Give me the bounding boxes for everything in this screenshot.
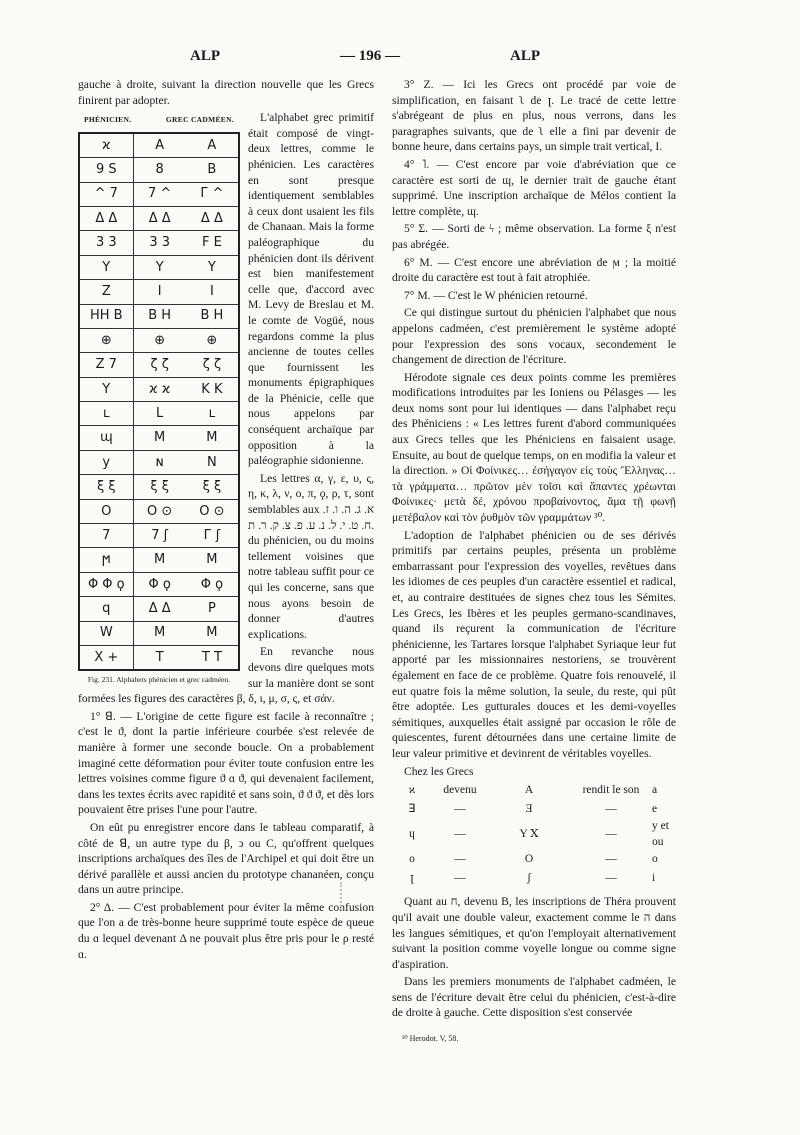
cadmean-glyph-b: Δ Δ — [186, 206, 239, 230]
vowel-from: ꞁ — [410, 872, 414, 885]
figure-column-heads — [78, 112, 240, 132]
vowel-mid: — — [454, 872, 466, 885]
right-p5: 7° M. — C'est le W phénicien retourné. — [404, 288, 588, 302]
alphabet-row — [79, 572, 239, 596]
cadmean-glyph-a: 7 ʃ — [133, 524, 186, 548]
phenician-glyph: ^ 7 — [79, 182, 133, 206]
header-right: ALP — [510, 48, 540, 64]
vowel-row — [392, 800, 682, 819]
cadmean-glyph-b: Φ ϙ — [186, 572, 239, 596]
right-p6: Ce qui distingue surtout du phénicien l'alphabet que nous appelons cadméen, c'est premièrement le système adopté pour l'expression des sons vocaux, secondement le changement de direction de l'écriture. — [392, 306, 676, 367]
cadmean-glyph-a: 8 — [133, 158, 186, 182]
phenician-glyph: 7 — [79, 524, 133, 548]
cadmean-glyph-a: ξ ξ — [133, 475, 186, 499]
alphabet-row — [79, 450, 239, 474]
alphabet-row — [79, 255, 239, 279]
alphabet-row — [79, 158, 239, 182]
vowel-mid: — — [454, 827, 466, 840]
vowel-sound: e — [652, 802, 658, 815]
phenician-glyph: W — [79, 621, 133, 645]
cadmean-glyph-b: ζ ζ — [186, 353, 239, 377]
phenician-glyph: ΗΗ Β — [79, 304, 133, 328]
alphabet-row — [79, 524, 239, 548]
alphabet-row — [79, 182, 239, 206]
vowel-row — [392, 781, 682, 800]
alphabet-row — [79, 133, 239, 158]
vowel-row — [392, 869, 682, 888]
vowel-mid: — — [454, 853, 466, 866]
phenician-glyph: ϻ — [79, 548, 133, 572]
vowel-dash: — — [605, 872, 617, 885]
vowel-to: A — [524, 783, 534, 796]
phenician-glyph: Δ Δ — [79, 206, 133, 230]
cadmean-glyph-a: Δ Δ — [133, 206, 186, 230]
alphabet-row — [79, 475, 239, 499]
cadmean-glyph-a: M — [133, 548, 186, 572]
cadmean-glyph-b: Y — [186, 255, 239, 279]
header-left: ALP — [190, 48, 220, 64]
cadmean-glyph-b: T T — [186, 645, 239, 670]
right-column — [392, 77, 676, 1047]
left-p5: 1° ꓭ. — L'origine de cette figure est facile à reconnaître ; c'est le ϑ, dont la partie inférieure courbée s'est relevée de manière à former une seconde boucle. On a probablement imaginé cette déformation pour éviter toute confusion entre les lettres voisines comme figure ϑ ɑ ϑ, qui devenaient facilement, dans les textes écrits avec rapidité et sans soin, ϑ ϑ ϑ, et dès lors pouvaient être prises l'une pour l'autre. — [78, 709, 374, 817]
cadmean-glyph-a: ⊕ — [133, 328, 186, 352]
phenician-glyph: ʟ — [79, 402, 133, 426]
phenician-glyph: 3 3 — [79, 231, 133, 255]
cadmean-glyph-b: Г ʃ — [186, 524, 239, 548]
cadmean-glyph-b: F E — [186, 231, 239, 255]
phenician-glyph: y — [79, 450, 133, 474]
vowel-to: Y Ⅹ — [519, 827, 539, 840]
left-p1: gauche à droite, suivant la direction nouvelle que les Grecs finirent par adopter. — [78, 78, 374, 107]
alphabet-row — [79, 499, 239, 523]
right-p1: 3° Z. — Ici les Grecs ont procédé par voie de simplification, en faisant ʅ de ꞁ. Le tracé de cette lettre s'abrégeant de plus en plus, nous verrons, dans les paragraphes suivants, que de ʅ elle a fini par devenir de bonne heure, dans certains pays, un simple trait vertical, I. — [392, 78, 676, 154]
vowel-dash: rendit le son — [582, 783, 640, 796]
right-p11: Dans les premiers monuments de l'alphabet cadméen, le sens de l'écriture devait être celui du phénicien, c'est-à-dire de droite à gauche. Cette disposition s'est conservée — [392, 975, 676, 1020]
figure-caption: Fig. 231. Alphabets phénicien et grec cadméen. — [87, 675, 231, 685]
cadmean-glyph-a: Φ ϙ — [133, 572, 186, 596]
vowel-from: o — [409, 853, 415, 866]
col-phenician-head: PHÉNICIEN. — [84, 115, 132, 125]
vowel-from: ꓱ — [408, 802, 416, 815]
left-p2: L'alphabet grec primitif était composé de vingt-deux lettres, comme le phénicien. Les caractères en sont presque identiquement semblables à ceux dont usaient les fils de Chanaan. Mais la forme paléographique du phénicien dont ils dérivent est bien manifestement celle que, d'accord avec M. Levy de Breslau et M. le comte de Vogüé, nous regardons comme la plus ancienne de toutes celles que fournissent les monuments épigraphiques de la Phénicie, celle que nous appelons par conséquent archaïque par opposition à la paléographie sidonienne. — [248, 111, 374, 468]
vowel-mid: — — [454, 802, 466, 815]
vowel-sound: o — [652, 853, 658, 866]
right-p8: L'adoption de l'alphabet phénicien ou de ses dérivés primitifs par certains peuples, présenta un problème embarrassant pour l'expression des voyelles, revêtues dans les idiomes de ces peuples d'un caractère essentiel et radical, et, au contraire destituées de signes chez tous les Sémites. Les Grecs, les Ibères et les peuples germano-scandinaves, quand ils reçurent la communication de l'écriture phénicienne, les Tartares lorsque l'alphabet Syriaque leur fut apporté par les missionnaires nestoriens, se trouvèrent également en face de ce problème. Quatre fois renouvelé, il eut quatre fois la même solution, la seule, du reste, qui pût être adoptée. Les gutturales douces et les demi-voyelles sémitiques, auxquelles était assigné par occasion le rôle de quiescentes, furent détournées dans une certaine limite de leur valeur primitive et devinrent de véritables voyelles. — [392, 528, 676, 760]
cadmean-glyph-b: P — [186, 597, 239, 621]
phenician-glyph: ɰ — [79, 426, 133, 450]
phenician-glyph: ξ ξ — [79, 475, 133, 499]
cadmean-glyph-b: M — [186, 548, 239, 572]
phenician-glyph: Φ Φ ϙ — [79, 572, 133, 596]
cadmean-glyph-b: ⊕ — [186, 328, 239, 352]
cadmean-glyph-a: T — [133, 645, 186, 670]
vowel-dash: — — [605, 827, 617, 840]
phenician-glyph: 9 S — [79, 158, 133, 182]
page-number: — 196 — — [340, 48, 400, 64]
cadmean-glyph-a: 7 ^ — [133, 182, 186, 206]
phenician-glyph: ϰ — [79, 133, 133, 158]
vowel-derivation-table — [392, 781, 682, 888]
vowel-from: ϰ — [408, 783, 416, 796]
alphabet-row — [79, 402, 239, 426]
cadmean-glyph-a: M — [133, 426, 186, 450]
vowel-to: ʃ — [527, 872, 531, 885]
cadmean-glyph-a: O ⊙ — [133, 499, 186, 523]
alphabet-row — [79, 231, 239, 255]
cadmean-glyph-a: ɴ — [133, 450, 186, 474]
col-grec-head: GREC CADMÉEN. — [165, 115, 234, 125]
vowel-dash: — — [605, 853, 617, 866]
cadmean-glyph-a: Β Η — [133, 304, 186, 328]
phenician-glyph: ⊕ — [79, 328, 133, 352]
cadmean-glyph-b: I — [186, 280, 239, 304]
alphabet-row — [79, 426, 239, 450]
cadmean-glyph-a: M — [133, 621, 186, 645]
cadmean-glyph-a: 3 3 — [133, 231, 186, 255]
footnote: ³⁰ Herodot. V, 58. — [402, 1034, 459, 1044]
cadmean-glyph-b: M — [186, 621, 239, 645]
vowel-from: ɥ — [409, 827, 415, 840]
right-p4: 6° M. — C'est encore une abréviation de ϻ ; la moitié droite du caractère est tout à fait atrophiée. — [392, 255, 676, 285]
alphabet-figure — [78, 112, 240, 684]
vowel-sound: y et ou — [652, 820, 669, 848]
left-p6: On eût pu enregistrer encore dans le tableau comparatif, à côté de ꓭ, un autre type du β, ↄ ou C, qu'offrent quelques inscriptions archaïques des îles de l'Archipel et qui doit être un dérivé parallèle et aussi ancien du prototype chananéen, conçu dans un autre principe. — [78, 820, 374, 897]
right-p3: 5° Σ. — Sorti de ϟ ; même observation. La forme ξ n'est pas abrégée. — [392, 222, 676, 251]
cadmean-glyph-b: ξ ξ — [186, 475, 239, 499]
alphabet-row — [79, 280, 239, 304]
alphabet-row — [79, 353, 239, 377]
running-header — [0, 48, 800, 70]
vowel-to: O — [524, 853, 534, 866]
right-p9: Chez les Grecs — [404, 764, 474, 778]
cadmean-glyph-a: ϰ ϰ — [133, 377, 186, 401]
margin-mark — [340, 882, 344, 910]
cadmean-glyph-b: N — [186, 450, 239, 474]
cadmean-glyph-a: I — [133, 280, 186, 304]
cadmean-glyph-b: M — [186, 426, 239, 450]
cadmean-glyph-b: O ⊙ — [186, 499, 239, 523]
right-p10: Quant au ח, devenu Β, les inscriptions de Théra prouvent qu'il avait une double valeur, exactement comme le ה dans les langues sémitiques, et qu'on l'employait alternativement suivant la position comme voyelle longue ou comme signe d'aspiration. — [392, 895, 676, 971]
vowel-row — [392, 819, 682, 850]
phenician-glyph: X + — [79, 645, 133, 670]
phenician-glyph: O — [79, 499, 133, 523]
cadmean-glyph-a: L — [133, 402, 186, 426]
alphabet-row — [79, 304, 239, 328]
phenician-glyph: Z 7 — [79, 353, 133, 377]
vowel-sound: a — [652, 783, 658, 796]
left-p7: 2° Δ. — C'est probablement pour éviter la même confusion que l'on a de très-bonne heure supprimé toute espèce de queue du ɑ lequel devenant Δ ne pouvait plus être pris pour le ρ resté ɑ. — [78, 900, 374, 961]
phenician-glyph: Y — [79, 377, 133, 401]
cadmean-glyph-a: Δ Δ — [133, 597, 186, 621]
left-p3: Les lettres α, γ, ε, υ, ς, η, κ, λ, ν, ο, π, ϙ, ρ, τ, sont semblables aux א. ג. ה. ו. ז. ח. ט. י. ל. נ. ע. פ. צ. ק. ר. ת. du phénicien, ou du moins tellement voisines que notre tableau suffit pour ce qui les concerne, sans que nous ayons besoin de donner d'autres explications. — [248, 471, 374, 641]
left-p4: En revanche nous devons dire quelques mots sur la manière dont se sont formées les figures des caractères β, δ, ι, μ, σ, ς, et σάν. — [78, 645, 374, 706]
vowel-sound: i — [652, 872, 656, 885]
alphabet-row — [79, 377, 239, 401]
cadmean-glyph-b: Г ^ — [186, 182, 239, 206]
phenician-glyph: q — [79, 597, 133, 621]
cadmean-glyph-a: Y — [133, 255, 186, 279]
right-p7: Hérodote signale ces deux points comme les premières modifications introduites par les Ioniens ou Pélasges — les deux noms sont pour lui identiques — dans l'alphabet reçu des Phéniciens : « Les lettres furent d'abord communiquées aux Grecs telles que les Phéniciens en faisaient usage. Ensuite, au bout de quelque temps, on en modifia la valeur et la direction. » Οἱ Φοίνικες… ἐσήγαγον εἰς τοὺς Ἕλληνας… τὰ γράμματα… πρῶτον μὲν τοῖσι καὶ ἅπαντες χρέωνται Φοίνικες· μετὰ δέ, χρόνου προβαίνοντος, ἅμα τῇ φωνῇ μετέβαλον καὶ τὸν ῥυθμὸν τῶν γραμμάτων ³⁰. — [392, 370, 676, 525]
right-p2: 4° ˥. — C'est encore par voie d'abréviation que ce caractère est sorti de ɰ, le dernier trait de gauche étant supprimé. Une inscription archaïque de Mélos contient la lettre complète, ɰ. — [392, 157, 676, 218]
cadmean-glyph-b: K K — [186, 377, 239, 401]
cadmean-glyph-b: B — [186, 158, 239, 182]
alphabet-row — [79, 621, 239, 645]
phenician-glyph: Z — [79, 280, 133, 304]
vowel-dash: — — [605, 802, 617, 815]
cadmean-glyph-a: A — [133, 133, 186, 158]
alphabet-row — [79, 206, 239, 230]
alphabet-row — [79, 548, 239, 572]
phenician-glyph: Y — [79, 255, 133, 279]
alphabet-table — [78, 132, 240, 672]
cadmean-glyph-b: A — [186, 133, 239, 158]
alphabet-row — [79, 597, 239, 621]
cadmean-glyph-a: ζ ζ — [133, 353, 186, 377]
vowel-to: Ǝ — [525, 802, 533, 815]
alphabet-row — [79, 645, 239, 670]
vowel-row — [392, 850, 682, 869]
cadmean-glyph-b: ʟ — [186, 402, 239, 426]
vowel-mid: devenu — [443, 783, 477, 796]
left-column — [78, 77, 374, 964]
alphabet-row — [79, 328, 239, 352]
cadmean-glyph-b: Β Η — [186, 304, 239, 328]
